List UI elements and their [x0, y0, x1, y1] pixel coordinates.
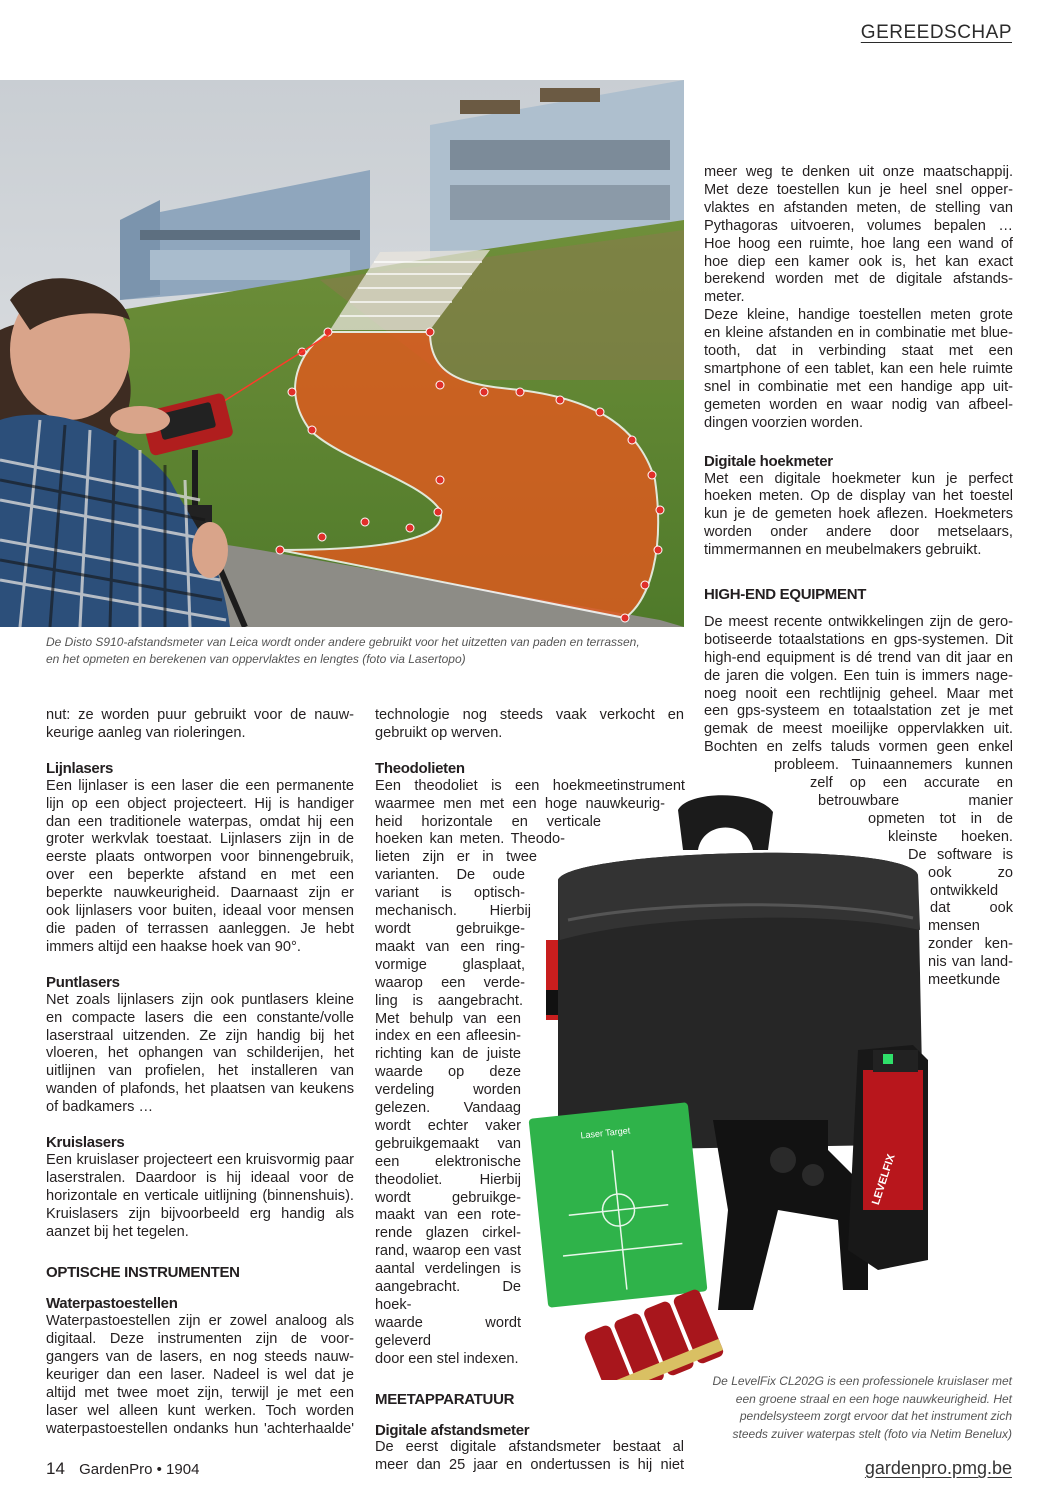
- text-line: die paden of terrassen aanleggen. Je hebt: [46, 920, 354, 937]
- text-line: opmeten tot in de: [868, 810, 1013, 827]
- text-line: altijd met twee moet zijn, terwijl je met een: [46, 1384, 354, 1401]
- text-line: variant is optisch-: [375, 885, 525, 902]
- magazine-issue: GardenPro • 1904: [79, 1461, 200, 1478]
- text-line: meetkunde: [928, 972, 1001, 989]
- text-line: een elektronische: [375, 1153, 521, 1170]
- target-label: Laser Target: [580, 1125, 631, 1141]
- text-line: beperkte nauwkeurigheid. Daarnaast zijn er: [46, 885, 354, 902]
- text-line: dat ook: [930, 900, 1013, 917]
- text-line: vormige glasplaat,: [375, 956, 525, 973]
- footer-left: [46, 1459, 199, 1479]
- heading-puntlasers: Puntlasers: [46, 973, 120, 991]
- text-line: lijn op een object projecteert. Hij is handiger: [46, 795, 354, 812]
- photo-caption: [46, 634, 640, 668]
- text-line: aanzet bij het tegelen.: [46, 1223, 189, 1240]
- text-line: Pythagoras uitvoeren, volumes bepalen …: [704, 217, 1013, 234]
- text-line: index en een afleesin-: [375, 1028, 521, 1045]
- surveyor-photo-icon: [0, 80, 684, 627]
- paragraph: [375, 1439, 684, 1475]
- text-line: gangers van de lasers, en nog steeds nauw-: [46, 1349, 354, 1366]
- text-line: groter werkvlak toestaat. Lijnlasers zijn in de: [46, 831, 354, 848]
- text-line: mechanisch. Hierbij: [375, 903, 531, 920]
- text-line: de jaren die volgen. Een tuin is immers nage-: [704, 667, 1013, 684]
- text-line: noeg nooit een rechtlijnig geheel. Maar met: [704, 685, 1013, 702]
- text-line: rand, waarop een vast: [375, 1243, 521, 1260]
- photo-caption-line: en het opmeten en berekenen van oppervlaktes en lengtes (foto via Lasertopo): [46, 652, 466, 666]
- text-line: uitlijnen van profielen, het installeren van: [46, 1063, 354, 1080]
- text-line: gebruikt op werven.: [375, 724, 503, 741]
- text-line: high-end equipment is dé trend van dit jaar en: [704, 649, 1013, 666]
- text-line: vloeren, het ophangen van schilderijen, het: [46, 1045, 354, 1062]
- text-line: dingen voorzien worden.: [704, 414, 864, 431]
- paragraph: [704, 471, 1013, 561]
- text-line: mensen: [928, 918, 980, 935]
- text-line: ling is aangebracht.: [375, 992, 523, 1009]
- paragraph: [375, 707, 684, 743]
- section-tag: GEREEDSCHAP: [860, 22, 1012, 43]
- paragraph: [46, 778, 354, 957]
- text-line: over een beperkte afstand en met een: [46, 867, 354, 884]
- caption-line: De LevelFix CL202G is een professionele kruislaser met: [712, 1374, 1012, 1388]
- text-line: een gps-systeem en totaalstation zet je met: [704, 703, 1013, 720]
- text-line: wordt echter vaker: [375, 1117, 521, 1134]
- text-line: nut: ze worden puur gebruikt voor de nauw-: [46, 707, 354, 723]
- paragraph: [46, 1152, 354, 1242]
- text-line: Met een digitale hoekmeter kun je perfect: [704, 470, 1013, 487]
- paragraph: [704, 164, 1013, 307]
- heading-waterpastoestellen: Waterpastoestellen: [46, 1295, 178, 1313]
- text-line: Een lijnlaser is een laser die een permanente: [46, 777, 354, 794]
- text-line: maakt van een rote-: [375, 1207, 521, 1224]
- text-line: Net zoals lijnlasers zijn ook puntlasers kleine: [46, 991, 354, 1008]
- paragraph: [46, 992, 354, 1117]
- text-line: probleem. Tuinaannemers kunnen: [774, 757, 1013, 774]
- text-line: en kleine afstanden en in combinatie met blue-: [704, 325, 1013, 342]
- text-line: Bochten en zelfs taluds vormen geen enkel: [704, 739, 1013, 756]
- heading-optische-instrumenten: OPTISCHE INSTRUMENTEN: [46, 1264, 240, 1282]
- text-line: ook zo: [928, 864, 1013, 881]
- text-line: keuriger dan een laser. Nadeel is wel dat je: [46, 1367, 354, 1383]
- heading-meetapparatuur: MEETAPPARATUUR: [375, 1390, 515, 1408]
- text-line: ook lijnlasers voor buiten, ideaal voor mensen: [46, 903, 354, 920]
- text-line: immers altijd een haakse hoek van 90°.: [46, 938, 301, 955]
- text-line: Deze kleine, handige toestellen meten grote: [704, 307, 1013, 324]
- photo-caption-line: De Disto S910-afstandsmeter van Leica wordt onder andere gebruikt voor het uitzetten van paden en terrassen,: [46, 635, 640, 649]
- paragraph: [704, 307, 1013, 432]
- brand-label: LEVELFIX: [869, 1152, 898, 1207]
- text-line: hoeken kan meten. Theodo-: [375, 831, 565, 848]
- text-line: theodoliet. Hierbij: [375, 1171, 521, 1188]
- text-line: gebruikgemaakt van: [375, 1135, 521, 1152]
- text-line: wordt gebruikge-: [375, 920, 525, 937]
- text-line: horizontale en verticale uitlijning (binnenshuis).: [46, 1187, 354, 1204]
- text-line: heid horizontale en verticale: [375, 813, 601, 830]
- text-line: wanden of plafonds, het plaatsen van keukens: [46, 1081, 354, 1098]
- heading-kruislasers: Kruislasers: [46, 1134, 125, 1152]
- text-line: Hoe hoog een ruimte, hoe lang een wand of: [704, 235, 1013, 252]
- caption-line: een groene straal en een hoge nauwkeurigheid. Het: [735, 1391, 1012, 1406]
- text-line: keurige aanleg van rioleringen.: [46, 724, 246, 741]
- left-column: [46, 707, 354, 1439]
- caption-line: steeds zuiver waterpas stelt (foto via Netim Benelux): [732, 1426, 1012, 1441]
- text-line: gemeten worden en waar nodig van afbeel-: [704, 396, 1013, 413]
- text-line: botiseerde totaalstations en gps-systemen. Dit: [704, 631, 1013, 648]
- text-line: kleinste hoeken.: [888, 828, 1013, 845]
- text-line: De software is: [908, 846, 1013, 863]
- text-line: Kruislasers zijn bijvoorbeeld erg handig als: [46, 1205, 354, 1222]
- text-line: kun je de gemeten hoek aflezen. Hoekmeters: [704, 506, 1013, 523]
- text-line: door een stel indexen.: [375, 1350, 519, 1367]
- text-line: rende glazen cirkel-: [375, 1225, 521, 1242]
- text-line: meer dan 25 jaar en ondertussen is hij niet: [375, 1457, 684, 1474]
- text-line: richting kan de juiste: [375, 1046, 521, 1063]
- text-line: gemak de meest moeilijke oppervlakken uit.: [704, 721, 1013, 738]
- text-line: waterpastoestellen ondanks hun 'achterhaalde': [46, 1420, 354, 1437]
- paragraph: [46, 707, 354, 743]
- text-line: smartphone of een tablet, kan een hele ruimte: [704, 360, 1013, 377]
- text-line: De eerst digitale afstandsmeter bestaat al: [375, 1439, 684, 1456]
- text-line: hoeken meten. Op de display van het toestel: [704, 488, 1013, 505]
- text-line: laser wel alleen kunt werken. Toch worden: [46, 1402, 354, 1419]
- heading-theodolieten: Theodolieten: [375, 759, 465, 777]
- caption-line: pendelsysteem zorgt ervoor dat het instrument zich: [739, 1409, 1012, 1423]
- photo-surveyor: [0, 80, 684, 627]
- heading-digitale-hoekmeter: Digitale hoekmeter: [704, 452, 833, 470]
- text-line: zelf op een accurate en: [810, 775, 1013, 792]
- text-line: eerste plaats ontworpen voor binnengebruik,: [46, 849, 354, 866]
- text-line: waarmee men met een hoge nauwkeurig-: [375, 795, 665, 812]
- text-line: tooth, dat in verbinding staat met een: [704, 343, 1013, 360]
- text-line: Een theodoliet is een hoekmeetinstrument: [375, 777, 685, 794]
- text-line: waarde wordt geleverd: [375, 1314, 521, 1349]
- text-line: technologie nog steeds vaak verkocht en: [375, 707, 684, 723]
- heading-high-end-equipment: HIGH-END EQUIPMENT: [704, 586, 867, 604]
- text-line: laserstraal uitzenden. Ze zijn handig bij het: [46, 1027, 354, 1044]
- text-line: wordt gebruikge-: [375, 1189, 521, 1206]
- paragraph: [46, 1313, 354, 1438]
- product-photo: [528, 790, 928, 1380]
- text-line: berekend worden met de digitale afstands-: [704, 271, 1013, 288]
- text-line: laserstralen. Daardoor is hij ideaal voor de: [46, 1169, 354, 1186]
- text-line: Waterpastoestellen zijn er zowel analoog als: [46, 1313, 354, 1330]
- text-line: waarop een verde-: [375, 974, 525, 991]
- text-line: Een kruislaser projecteert een kruisvormig paar: [46, 1151, 354, 1168]
- text-line: hoe diep een kamer ook is, het kan exact: [704, 253, 1013, 270]
- text-line: verdeling worden: [375, 1082, 521, 1099]
- text-line: digitaal. Deze instrumenten zijn de voor-: [46, 1331, 354, 1348]
- text-line: vlaktes en afstanden meten, de stelling van: [704, 199, 1013, 216]
- text-line: varianten. De oude: [375, 867, 525, 884]
- text-line: Met behulp van een: [375, 1010, 521, 1027]
- text-line: en compacte lasers die een constante/volle: [46, 1009, 354, 1026]
- text-line: nis van land-: [928, 954, 1013, 971]
- text-line: zonder ken-: [928, 936, 1013, 953]
- text-line: of badkamers …: [46, 1099, 154, 1116]
- text-line: snel in combinatie met een handige app uit-: [704, 378, 1013, 395]
- heading-digitale-afstandsmeter: Digitale afstandsmeter: [375, 1421, 530, 1439]
- paragraph: [704, 614, 1013, 757]
- text-line: Met deze toestellen kun je heel snel opper-: [704, 181, 1013, 198]
- text-line: meter.: [704, 289, 745, 306]
- text-line: aangebracht. De hoek-: [375, 1279, 521, 1313]
- text-line: maakt van een ring-: [375, 938, 525, 955]
- text-line: meer weg te denken uit onze maatschappij.: [704, 164, 1013, 180]
- text-line: lieten zijn er in twee: [375, 849, 537, 866]
- text-line: worden onder andere door metselaars,: [704, 524, 1013, 541]
- text-line: betrouwbare manier: [818, 793, 1013, 809]
- text-line: ontwikkeld: [930, 882, 999, 899]
- product-caption: [713, 1373, 1012, 1443]
- text-line: aantal verdelingen is: [375, 1261, 521, 1278]
- laser-kit-photo-icon: [528, 790, 928, 1380]
- text-line: waarde op deze: [375, 1064, 521, 1081]
- text-line: timmermannen en meubelmakers gebruikt.: [704, 542, 982, 559]
- heading-lijnlasers: Lijnlasers: [46, 759, 114, 777]
- website-link[interactable]: gardenpro.pmg.be: [864, 1458, 1012, 1478]
- text-line: De meest recente ontwikkelingen zijn de gero-: [704, 613, 1013, 630]
- text-line: gelezen. Vandaag: [375, 1100, 521, 1117]
- text-line: dan een traditionele waterpas, omdat hij een: [46, 813, 354, 830]
- page-number: 14: [46, 1459, 65, 1478]
